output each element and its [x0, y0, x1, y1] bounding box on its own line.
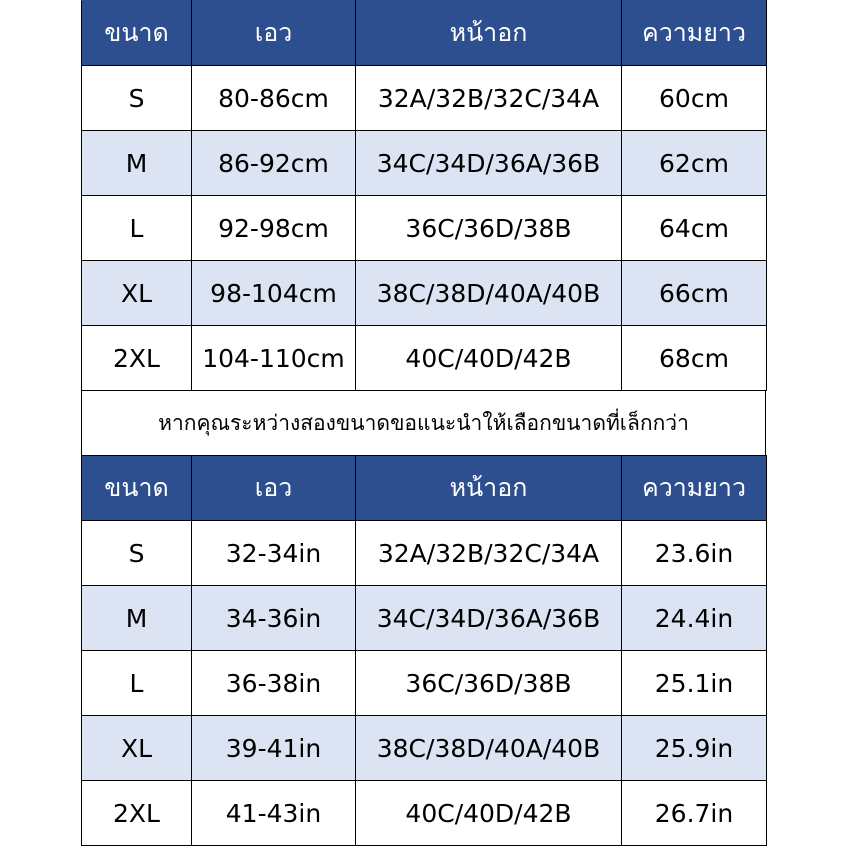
cell-waist: 32-34in [192, 521, 356, 586]
table-row [82, 326, 767, 391]
table-row [82, 196, 767, 261]
cell-size: L [82, 196, 192, 261]
cell-waist: 41-43in [192, 781, 356, 846]
cell-waist: 86-92cm [192, 131, 356, 196]
cell-bust: 36C/36D/38B [356, 196, 622, 261]
cell-waist: 36-38in [192, 651, 356, 716]
header-waist: เอว [192, 1, 356, 66]
cell-bust: 38C/38D/40A/40B [356, 261, 622, 326]
cell-bust: 38C/38D/40A/40B [356, 716, 622, 781]
header-length: ความยาว [622, 456, 767, 521]
cell-waist: 98-104cm [192, 261, 356, 326]
cell-length: 23.6in [622, 521, 767, 586]
cell-bust: 32A/32B/32C/34A [356, 66, 622, 131]
size-table-in [81, 455, 767, 846]
cell-bust: 34C/34D/36A/36B [356, 586, 622, 651]
cell-length: 26.7in [622, 781, 767, 846]
table-row [82, 66, 767, 131]
table-row [82, 586, 767, 651]
cell-length: 66cm [622, 261, 767, 326]
cell-size: 2XL [82, 326, 192, 391]
cell-waist: 92-98cm [192, 196, 356, 261]
cell-length: 68cm [622, 326, 767, 391]
size-chart [81, 0, 766, 846]
cell-size: M [82, 131, 192, 196]
cell-waist: 39-41in [192, 716, 356, 781]
cell-size: 2XL [82, 781, 192, 846]
header-row [82, 1, 767, 66]
cell-waist: 104-110cm [192, 326, 356, 391]
cell-bust: 40C/40D/42B [356, 781, 622, 846]
table-row [82, 521, 767, 586]
table-row [82, 131, 767, 196]
header-bust: หน้าอก [356, 456, 622, 521]
cell-length: 62cm [622, 131, 767, 196]
cell-size: S [82, 66, 192, 131]
header-bust: หน้าอก [356, 1, 622, 66]
cell-length: 24.4in [622, 586, 767, 651]
cell-length: 25.9in [622, 716, 767, 781]
cell-waist: 80-86cm [192, 66, 356, 131]
cell-length: 60cm [622, 66, 767, 131]
header-waist: เอว [192, 456, 356, 521]
table-row [82, 781, 767, 846]
cell-bust: 40C/40D/42B [356, 326, 622, 391]
header-row [82, 456, 767, 521]
cell-length: 25.1in [622, 651, 767, 716]
cell-size: XL [82, 716, 192, 781]
table-row [82, 716, 767, 781]
header-length: ความยาว [622, 1, 767, 66]
table-row [82, 651, 767, 716]
header-size: ขนาด [82, 456, 192, 521]
cell-waist: 34-36in [192, 586, 356, 651]
cell-bust: 34C/34D/36A/36B [356, 131, 622, 196]
header-size: ขนาด [82, 1, 192, 66]
cell-size: S [82, 521, 192, 586]
cell-size: XL [82, 261, 192, 326]
cell-bust: 36C/36D/38B [356, 651, 622, 716]
cell-bust: 32A/32B/32C/34A [356, 521, 622, 586]
size-advice-note: หากคุณระหว่างสองขนาดขอแนะนำให้เลือกขนาดที่เล็กกว่า [81, 391, 766, 455]
size-table-cm [81, 0, 767, 391]
table-row [82, 261, 767, 326]
cell-size: M [82, 586, 192, 651]
cell-length: 64cm [622, 196, 767, 261]
cell-size: L [82, 651, 192, 716]
